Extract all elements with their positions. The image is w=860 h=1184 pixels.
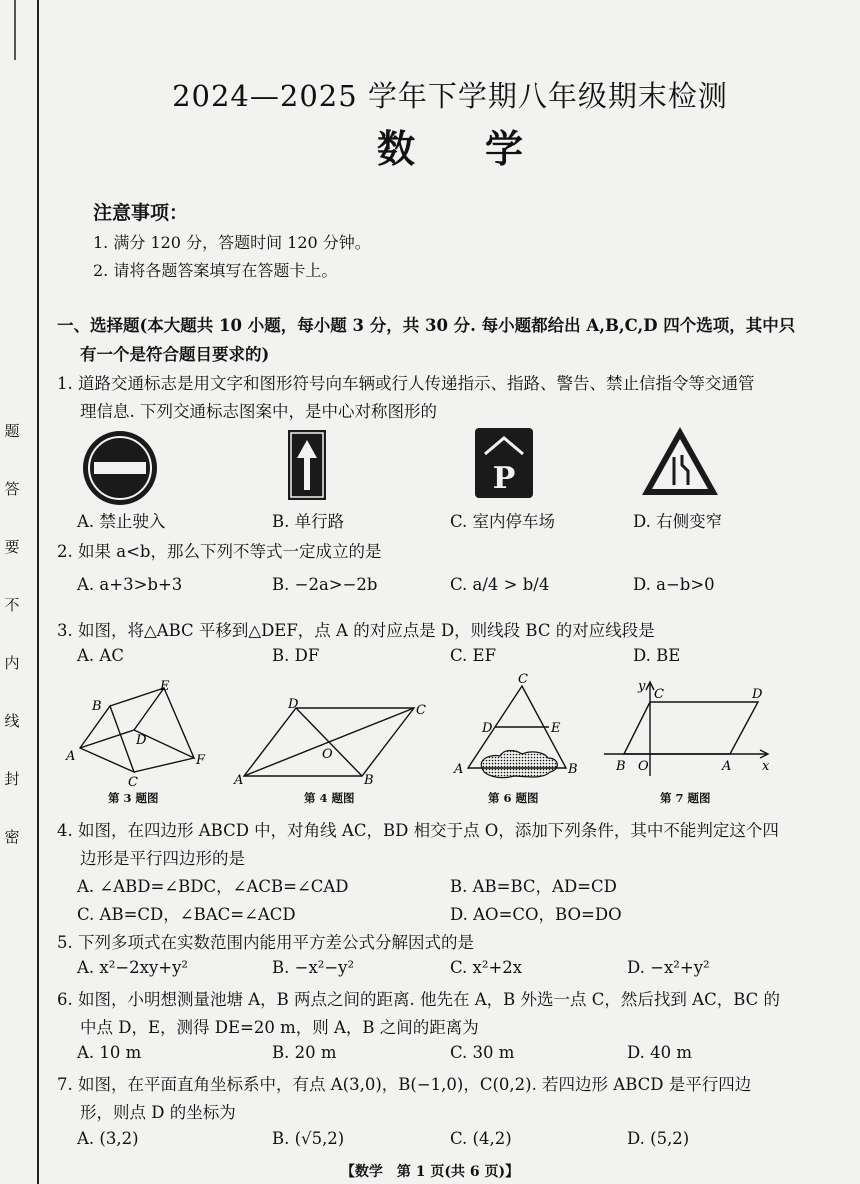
q3-option-a: A. AC: [77, 646, 124, 665]
point-label: B: [364, 773, 374, 788]
point-label: E: [160, 679, 170, 694]
question-6: 6. 如图，小明想测量池塘 A，B 两点之间的距离. 他先在 A，B 外选一点 C，然后找到 AC，BC 的: [57, 990, 780, 1009]
q4-option-c: C. AB=CD，∠BAC=∠ACD: [77, 905, 296, 924]
point-label: E: [551, 721, 561, 736]
point-label: B: [568, 762, 578, 777]
q5-option-c: C. x²+2x: [450, 958, 523, 977]
figure-3: [62, 678, 222, 788]
point-label: D: [136, 733, 147, 748]
figure-4: [232, 696, 432, 788]
question-1: 1. 道路交通标志是用文字和图形符号向车辆或行人传递指示、指路、警告、禁止信指令等交通管: [57, 374, 755, 393]
point-label: C: [416, 703, 426, 718]
q4-option-a: A. ∠ABD=∠BDC，∠ACB=∠CAD: [77, 877, 349, 896]
figure-7: [600, 676, 780, 782]
q5-option-a: A. x²−2xy+y²: [77, 958, 189, 977]
q7-option-d: D. (5,2): [627, 1129, 690, 1148]
axis-label: y: [638, 679, 646, 694]
axis-label: x: [762, 759, 770, 774]
point-label: C: [128, 775, 138, 788]
point-label: F: [196, 753, 206, 768]
point-label: O: [322, 747, 333, 762]
road-narrows-right-sign-icon: [640, 425, 720, 497]
margin-char: 题: [4, 422, 20, 440]
question-4: 4. 如图，在四边形 ABCD 中，对角线 AC，BD 相交于点 O，添加下列条件，其中不能判定这个四: [57, 821, 779, 840]
pond-shape: [481, 751, 557, 778]
q3-option-c: C. EF: [450, 646, 497, 665]
question-1-cont: 理信息. 下列交通标志图案中，是中心对称图形的: [80, 402, 437, 421]
margin-char: 密: [4, 828, 20, 846]
figure-6-caption: 第 6 题图: [488, 791, 539, 805]
point-label: O: [638, 759, 649, 774]
notice-item: 1. 满分 120 分，答题时间 120 分钟。: [93, 233, 371, 252]
figure-3-caption: 第 3 题图: [108, 791, 159, 805]
q2-option-b: B. −2a>−2b: [272, 575, 378, 594]
question-7-cont: 形，则点 D 的坐标为: [80, 1103, 236, 1122]
question-2: 2. 如果 a<b，那么下列不等式一定成立的是: [57, 542, 382, 561]
figure-6: [452, 672, 582, 788]
q1-option-b: B. 单行路: [272, 512, 345, 531]
margin-char: 内: [4, 654, 20, 672]
point-label: B: [92, 699, 102, 714]
q6-option-d: D. 40 m: [627, 1043, 693, 1062]
notice-item: 2. 请将各题答案填写在答题卡上。: [93, 261, 338, 280]
point-label: A: [234, 773, 244, 788]
margin-char: 答: [4, 480, 20, 498]
point-label: C: [654, 687, 664, 702]
question-7: 7. 如图，在平面直角坐标系中，有点 A(3,0)，B(−1,0)，C(0,2). 若四边形 ABCD 是平行四边: [57, 1075, 752, 1094]
one-way-sign-icon: [288, 430, 328, 500]
q1-option-c: C. 室内停车场: [450, 512, 556, 531]
q1-option-a: A. 禁止驶入: [77, 512, 166, 531]
q5-option-d: D. −x²+y²: [627, 958, 710, 977]
point-label: A: [722, 759, 732, 774]
q4-option-d: D. AO=CO，BO=DO: [450, 905, 622, 924]
exam-title: 2024—2025 学年下学期八年级期末检测: [172, 79, 728, 113]
point-label: D: [752, 687, 763, 702]
margin-char: 封: [4, 770, 20, 788]
q5-option-b: B. −x²−y²: [272, 958, 355, 977]
indoor-parking-sign-icon: [475, 428, 533, 498]
q7-option-b: B. (√5,2): [272, 1129, 345, 1148]
q7-option-c: C. (4,2): [450, 1129, 512, 1148]
q2-option-c: C. a/4 > b/4: [450, 575, 550, 594]
q7-option-a: A. (3,2): [77, 1129, 139, 1148]
parking-letter: P: [492, 461, 516, 496]
q3-option-d: D. BE: [633, 646, 681, 665]
q4-option-b: B. AB=BC，AD=CD: [450, 877, 617, 896]
subject-title: 数学: [376, 126, 593, 171]
figure-7-caption: 第 7 题图: [660, 791, 711, 805]
question-5: 5. 下列多项式在实数范围内能用平方差公式分解因式的是: [57, 933, 474, 952]
q6-option-a: A. 10 m: [77, 1043, 142, 1062]
margin-char: 要: [4, 538, 20, 556]
q1-option-d: D. 右侧变窄: [633, 512, 723, 531]
q2-option-d: D. a−b>0: [633, 575, 715, 594]
margin-char: 不: [4, 596, 20, 614]
q3-option-b: B. DF: [272, 646, 320, 665]
point-label: D: [482, 721, 493, 736]
point-label: A: [66, 749, 76, 764]
margin-char: 线: [4, 712, 20, 730]
margin-top-line: [14, 0, 16, 60]
section-heading: 一、选择题(本大题共 10 小题，每小题 3 分，共 30 分. 每小题都给出 A,B,C,D 四个选项，其中只: [57, 316, 796, 335]
q6-option-c: C. 30 m: [450, 1043, 515, 1062]
q6-option-b: B. 20 m: [272, 1043, 337, 1062]
point-label: A: [454, 762, 464, 777]
point-label: C: [518, 672, 528, 687]
question-6-cont: 中点 D，E，测得 DE=20 m，则 A，B 之间的距离为: [80, 1018, 479, 1037]
no-entry-sign-icon: [80, 428, 160, 508]
section-heading-cont: 有一个是符合题目要求的): [80, 345, 270, 364]
point-label: D: [288, 697, 299, 712]
question-3: 3. 如图，将△ABC 平移到△DEF，点 A 的对应点是 D，则线段 BC 的对应线段是: [57, 621, 655, 640]
binding-line: [37, 0, 39, 1184]
page-footer: 【数学 第 1 页(共 6 页)】: [340, 1164, 520, 1180]
notice-heading: 注意事项：: [93, 202, 189, 224]
q2-option-a: A. a+3>b+3: [77, 575, 183, 594]
question-4-cont: 边形是平行四边形的是: [80, 849, 245, 868]
point-label: B: [616, 759, 626, 774]
figure-4-caption: 第 4 题图: [304, 791, 355, 805]
